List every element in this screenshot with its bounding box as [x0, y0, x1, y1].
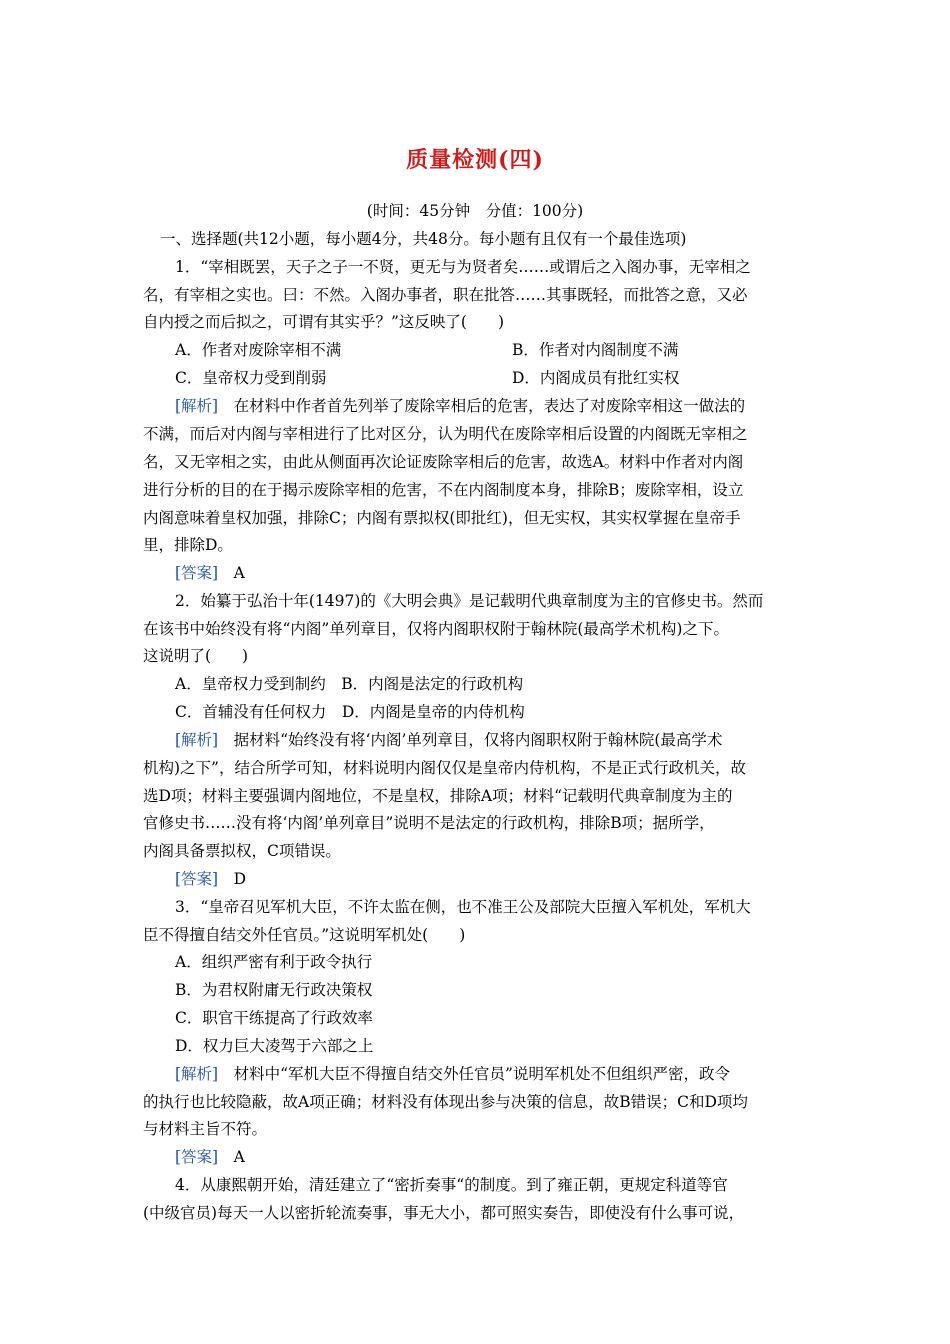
q3-option-a: A．组织严密有利于政令执行 [175, 953, 373, 971]
q2-stem-line: 在该书中始终没有将“内阁”单列章目，仅将内阁职权附于翰林院(最高学术机构)之下。 [143, 620, 729, 638]
q1-analysis-line: 内阁意味着皇权加强，排除C；内阁有票拟权(即批红)，但无实权，其实权掌握在皇帝手 [143, 509, 741, 527]
answer-value: A [218, 564, 245, 582]
q1-analysis-line: 进行分析的目的在于揭示废除宰相的危害，不在内阁制度本身，排除B；废除宰相，设立 [143, 481, 744, 499]
q2-answer-line [175, 869, 246, 889]
q2-stem-line: 这说明了( ) [143, 647, 249, 665]
q2-stem-line: 2．始纂于弘治十年(1497)的《大明会典》是记载明代典章制度为主的官修史书。然而 [175, 592, 764, 610]
q1-stem-line: 1．“宰相既罢，天子之子一不贤，更无与为贤者矣……或谓后之入阁办事，无宰相之 [175, 258, 751, 276]
q4-stem-line: (中级官员)每天一人以密折轮流奏事，事无大小，都可照实奏告，即使没有什么事可说， [143, 1204, 745, 1222]
q4-stem-line: 4．从康熙朝开始，清廷建立了“密折奏事“的制度。到了雍正朝，更规定科道等官 [175, 1176, 728, 1194]
q3-analysis-line: 的执行也比较隐蔽，故A项正确；材料没有体现出参与决策的信息，故B错误；C和D项均 [143, 1093, 748, 1111]
q3-option-d: D．权力巨大凌驾于六部之上 [175, 1037, 374, 1055]
q1-analysis-line: 里，排除D。 [143, 536, 233, 554]
analysis-text: 材料中“军机大臣不得擅自结交外任官员”说明军机处不但组织严密，政令 [218, 1065, 730, 1083]
q3-analysis-line: 与材料主旨不符。 [143, 1120, 268, 1138]
q2-analysis-line: 选D项；材料主要强调内阁地位，不是皇权，排除A项；材料“记载明代典章制度为主的 [143, 787, 733, 805]
q3-stem-line: 3．“皇帝召见军机大臣，不许太监在侧，也不准王公及部院大臣擅入军机处，军机大 [175, 898, 751, 916]
analysis-tag: [解析] [175, 1065, 219, 1083]
q1-analysis-line: 不满，而后对内阁与宰相进行了比对区分，认为明代在废除宰相后设置的内阁既无宰相之 [143, 425, 748, 443]
analysis-tag: [解析] [175, 731, 219, 749]
page-title: 质量检测(四) [406, 147, 544, 173]
analysis-text: 在材料中作者首先列举了废除宰相后的危害，表达了对废除宰相这一做法的 [218, 397, 746, 415]
q3-answer-line [175, 1147, 245, 1167]
q1-option-a: A．作者对废除宰相不满 [175, 341, 342, 359]
analysis-text: 据材料“始终没有将‘内阁’单列章目，仅将内阁职权附于翰林院(最高学术 [218, 731, 723, 749]
section-heading: 一、选择题(共12小题，每小题4分，共48分。每小题有且仅有一个最佳选项) [160, 230, 687, 248]
exam-meta: (时间：45分钟 分值：100分) [366, 202, 584, 220]
analysis-tag: [解析] [175, 397, 219, 415]
answer-tag: [答案] [175, 1148, 219, 1166]
q1-option-c: C．皇帝权力受到削弱 [175, 369, 327, 387]
q1-stem-line: 名，有宰相之实也。曰：不然。入阁办事者，职在批答……其事既轻，而批答之意，又必 [143, 286, 748, 304]
answer-value: D [218, 870, 247, 888]
q3-option-b: B．为君权附庸无行政决策权 [175, 981, 373, 999]
q1-analysis-line: 名，又无宰相之实，由此从侧面再次论证废除宰相后的危害，故选A。材料中作者对内阁 [143, 453, 744, 471]
q1-analysis-first-line [175, 396, 745, 416]
q1-stem-line: 自内授之而后拟之，可谓有其实乎？”这反映了( ) [143, 313, 505, 331]
q2-analysis-line: 机构)之下”，结合所学可知，材料说明内阁仅仅是皇帝内侍机构，不是正式行政机关，故 [143, 759, 746, 777]
q1-option-b: B．作者对内阁制度不满 [512, 341, 679, 359]
q3-option-c: C．职官干练提高了行政效率 [175, 1009, 373, 1027]
q3-stem-line: 臣不得擅自结交外任官员。”这说明军机处( ) [143, 926, 466, 944]
answer-value: A [218, 1148, 245, 1166]
q2-analysis-line: 官修史书……没有将‘内阁’单列章目”说明不是法定的行政机构，排除B项；据所学， [143, 814, 715, 832]
answer-tag: [答案] [175, 870, 219, 888]
answer-tag: [答案] [175, 564, 219, 582]
q2-analysis-first-line [175, 730, 722, 750]
q2-options-cd: C．首辅没有任何权力 D．内阁是皇帝的内侍机构 [175, 703, 525, 721]
q2-analysis-line: 内阁具备票拟权，C项错误。 [143, 842, 341, 860]
q1-option-d: D．内阁成员有批红实权 [512, 369, 680, 387]
q2-options-ab: A．皇帝权力受到制约 B．内阁是法定的行政机构 [175, 675, 524, 693]
q3-analysis-first-line [175, 1064, 730, 1084]
q1-answer-line [175, 563, 245, 583]
